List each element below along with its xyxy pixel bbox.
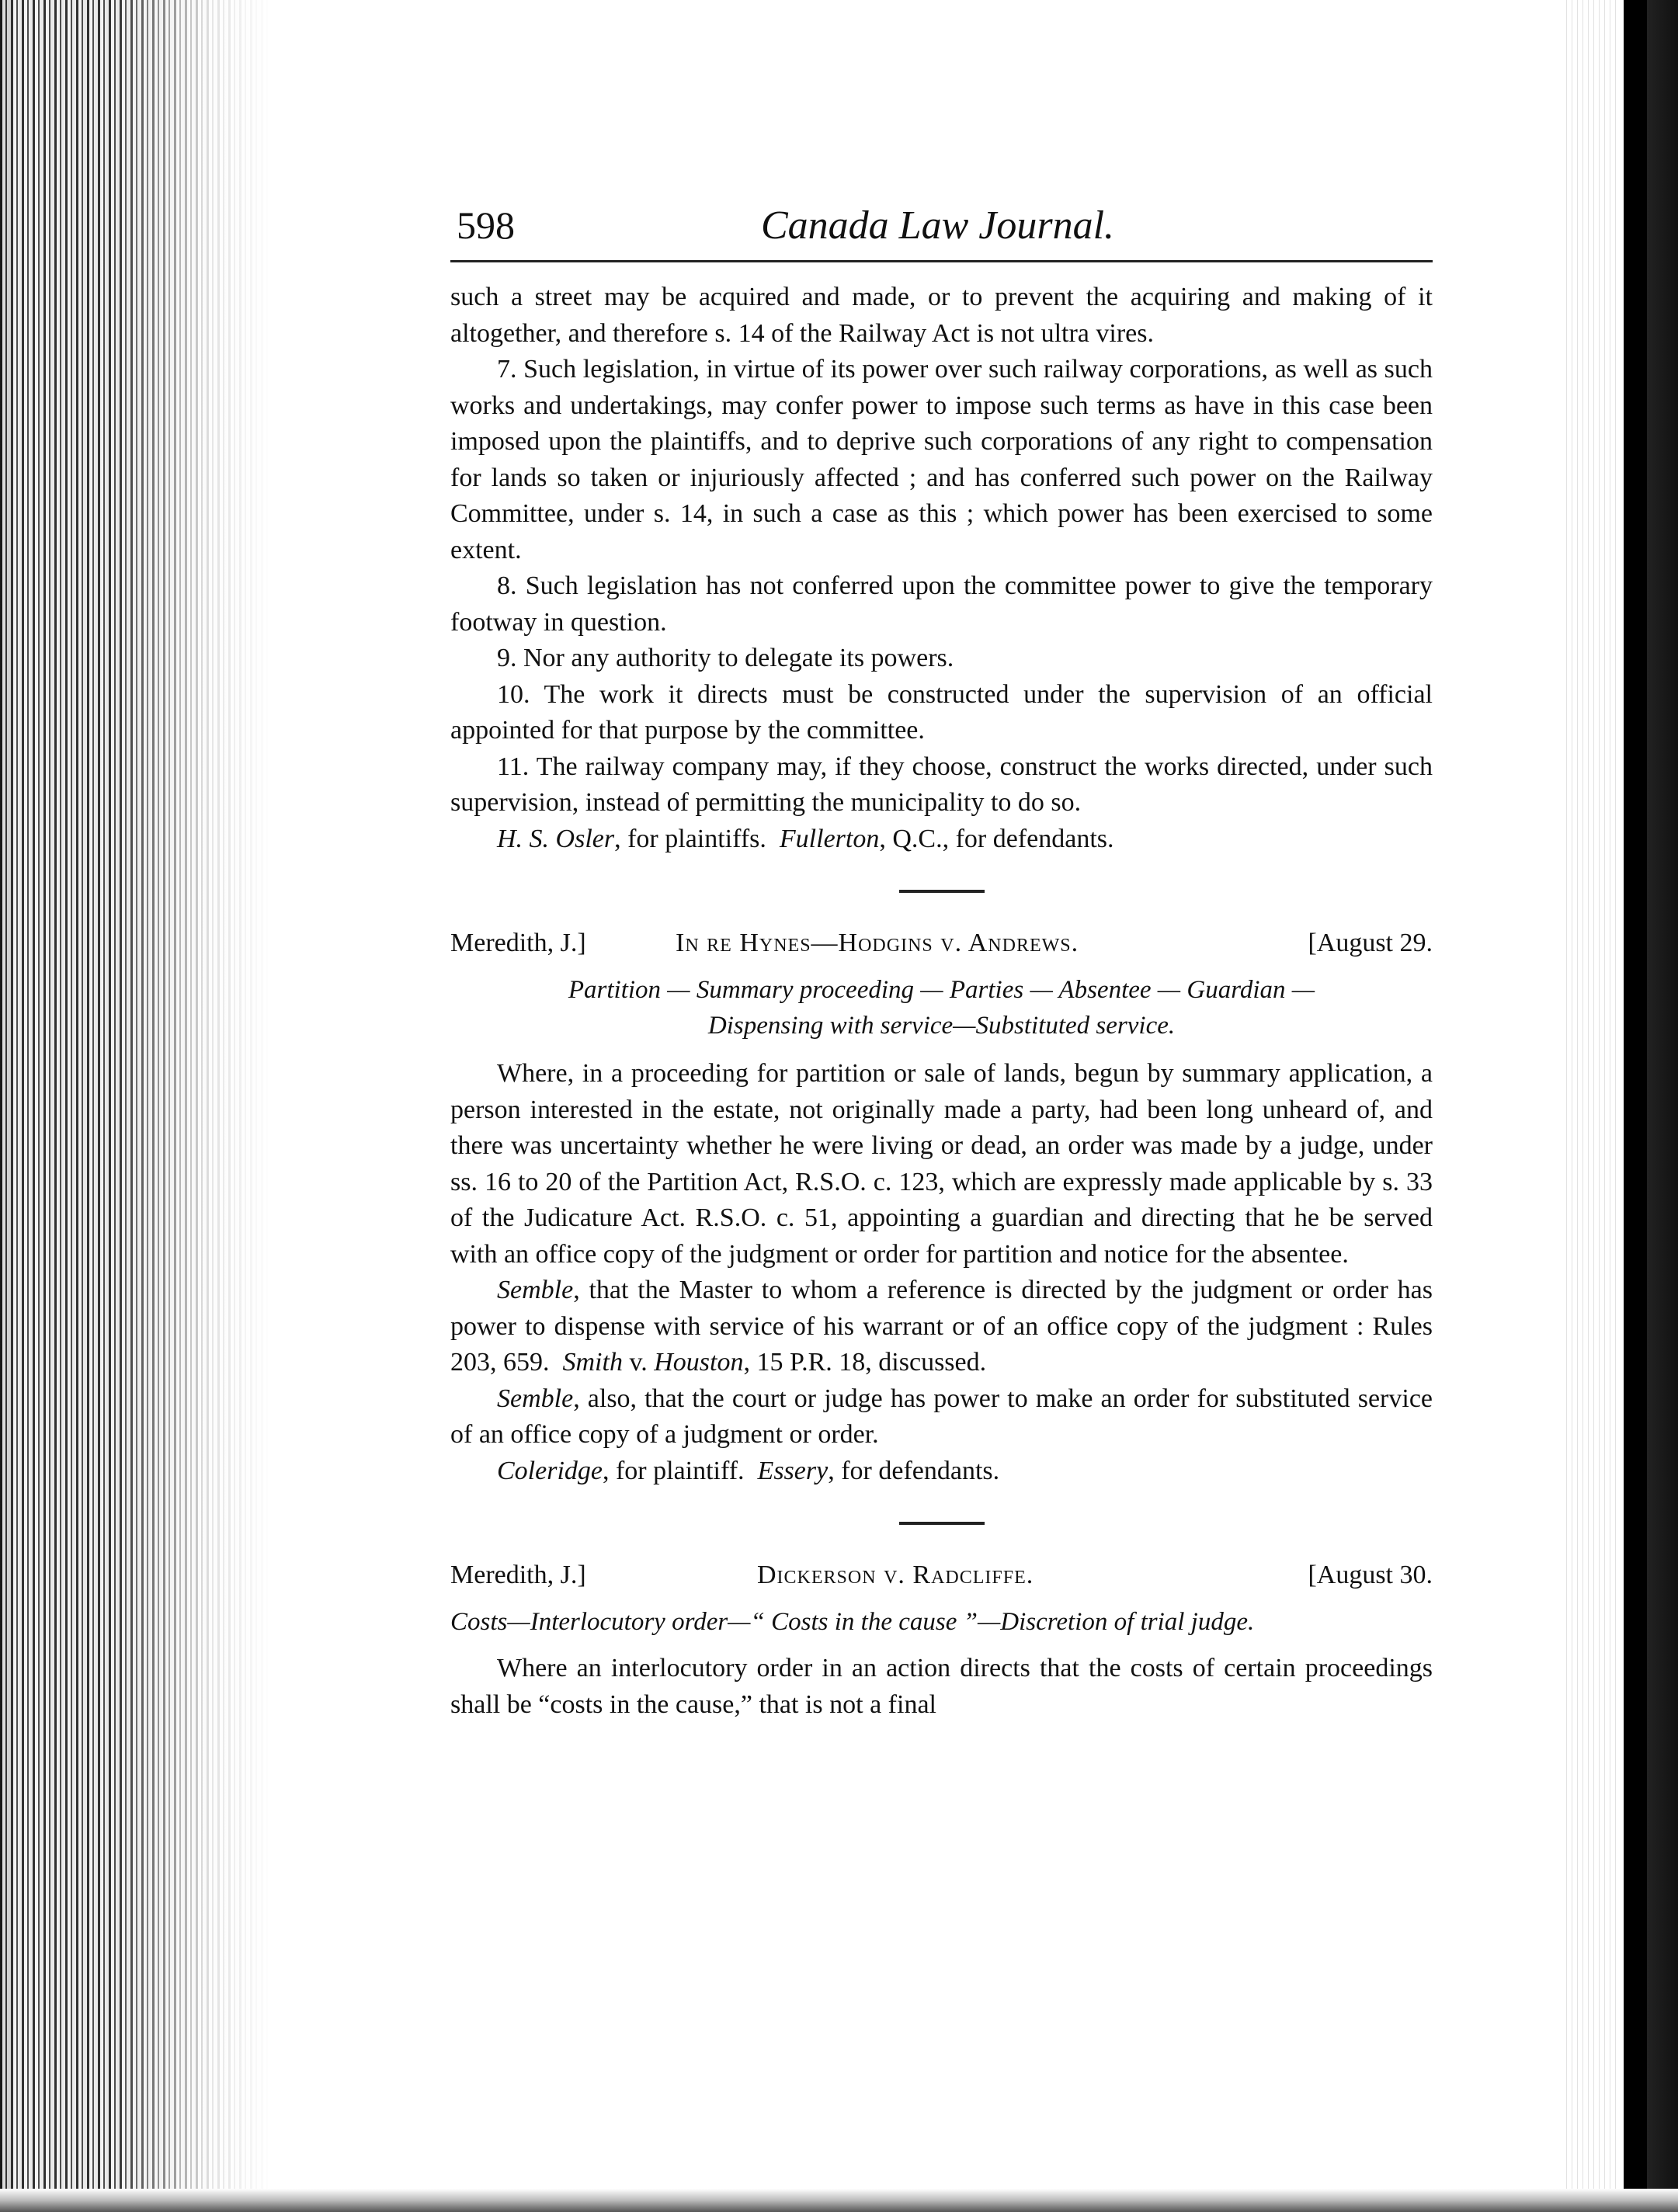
holding-item-9: 9. Nor any authority to delegate its powers.: [497, 644, 954, 672]
cited-case-v: v.: [622, 1348, 655, 1377]
holding-item-8: 8. Such legislation has not conferred upon the committee power to give the temporary footway in question.: [450, 571, 1433, 637]
semble-text: , that the Master to whom a reference is directed by the judgment or order has power to dispense with service of his warrant or of an office copy of the judgment : Rules 203, 659.: [450, 1276, 1433, 1377]
counsel-plaintiff-name: Coleridge: [497, 1456, 603, 1485]
semble-word: Semble: [497, 1384, 574, 1413]
scan-bottom-border: [0, 2189, 1678, 2212]
page-number: 598: [457, 203, 515, 247]
case-date: [August 29.: [1308, 929, 1433, 957]
case-headnote: [450, 972, 1433, 1043]
counsel-line: [450, 821, 1433, 858]
counsel-plaintiff-role: , for plaintiffs.: [614, 824, 766, 853]
semble-word: Semble: [497, 1276, 574, 1304]
cited-case-party-b: Houston: [654, 1348, 744, 1377]
scan-edge-fade: [116, 0, 272, 2212]
holding-item-11: 11. The railway company may, if they choose, construct the works directed, under such supervision, instead of permitting the municipality to do so.: [450, 752, 1433, 817]
running-head: [450, 198, 1433, 262]
counsel-plaintiff-role: , for plaintiff.: [602, 1456, 745, 1485]
holding-item-7: 7. Such legislation, in virtue of its power over such railway corporations, as well as such works and undertakings, may confer power to impose such terms as have in this case been imposed upon the plaintiffs, and to deprive such corporations of any right to compensation for lands so taken or injuriously affected ; and has conferred such power on the Railway Committee, under s. 14, in such a case as this ; which power has been exercised to some extent.: [450, 355, 1433, 564]
headnote-line: Dispensing with service—Substituted service.: [707, 1012, 1176, 1040]
counsel-defendant-role: , Q.C., for defendants.: [879, 824, 1114, 853]
scan-page-edges-right: [1562, 0, 1616, 2212]
case-heading: [450, 925, 1433, 966]
case-date: [August 30.: [1308, 1561, 1433, 1589]
semble-paragraph: [450, 1381, 1433, 1453]
counsel-defendant-role: , for defendants.: [828, 1456, 1000, 1485]
scan-right-border: [1616, 0, 1678, 2212]
cited-case-tail: , 15 P.R. 18, discussed.: [743, 1348, 987, 1377]
document-page: [450, 198, 1433, 1723]
case-heading: [450, 1557, 1433, 1598]
journal-title: Canada Law Journal.: [761, 203, 1115, 248]
counsel-plaintiff-name: H. S. Osler: [497, 824, 615, 853]
case-title: Dickerson v. Radcliffe.: [757, 1561, 1034, 1589]
paragraph-continuation: such a street may be acquired and made, or to prevent the acquiring and making of it altogether, and therefore s. 14 of the Railway Act is not ultra vires.: [450, 283, 1433, 348]
semble-paragraph: [450, 1273, 1433, 1381]
section-divider: [899, 890, 985, 893]
cited-case-party-a: Smith: [562, 1348, 623, 1377]
case-title: In re Hynes—Hodgins v. Andrews.: [676, 929, 1079, 957]
case-paragraph: Where an interlocutory order in an action directs that the costs of certain proceedings shall be “costs in the cause,” that is not a final: [450, 1654, 1433, 1719]
case-headnote: Costs—Interlocutory order—“ Costs in the cause ”—Discretion of trial judge.: [450, 1608, 1255, 1636]
section-divider: [899, 1522, 985, 1525]
case-judge: Meredith, J.]: [450, 929, 586, 957]
case-judge: Meredith, J.]: [450, 1561, 586, 1589]
headnote-line: Partition — Summary proceeding — Parties — Absentee — Guardian —: [568, 976, 1315, 1004]
holding-item-10: 10. The work it directs must be constructed under the supervision of an official appointed for that purpose by the committee.: [450, 679, 1433, 745]
counsel-defendant-name: Essery: [757, 1456, 829, 1485]
counsel-line: [450, 1453, 1433, 1490]
semble-text: , also, that the court or judge has power to make an order for substituted service of an office copy of a judgment or order.: [450, 1384, 1433, 1449]
case-paragraph: Where, in a proceeding for partition or sale of lands, begun by summary application, a person interested in the estate, not originally made a party, had been long unheard of, and there was uncertainty whether he were living or dead, an order was made by a judge, under ss. 16 to 20 of the Partition Act, R.S.O. c. 123, which are expressly made applicable by s. 33 of the Judicature Act. R.S.O. c. 51, appointing a guardian and directing that he be served with an office copy of the judgment or order for partition and notice for the absentee.: [450, 1059, 1433, 1269]
counsel-defendant-name: Fullerton: [779, 824, 880, 853]
